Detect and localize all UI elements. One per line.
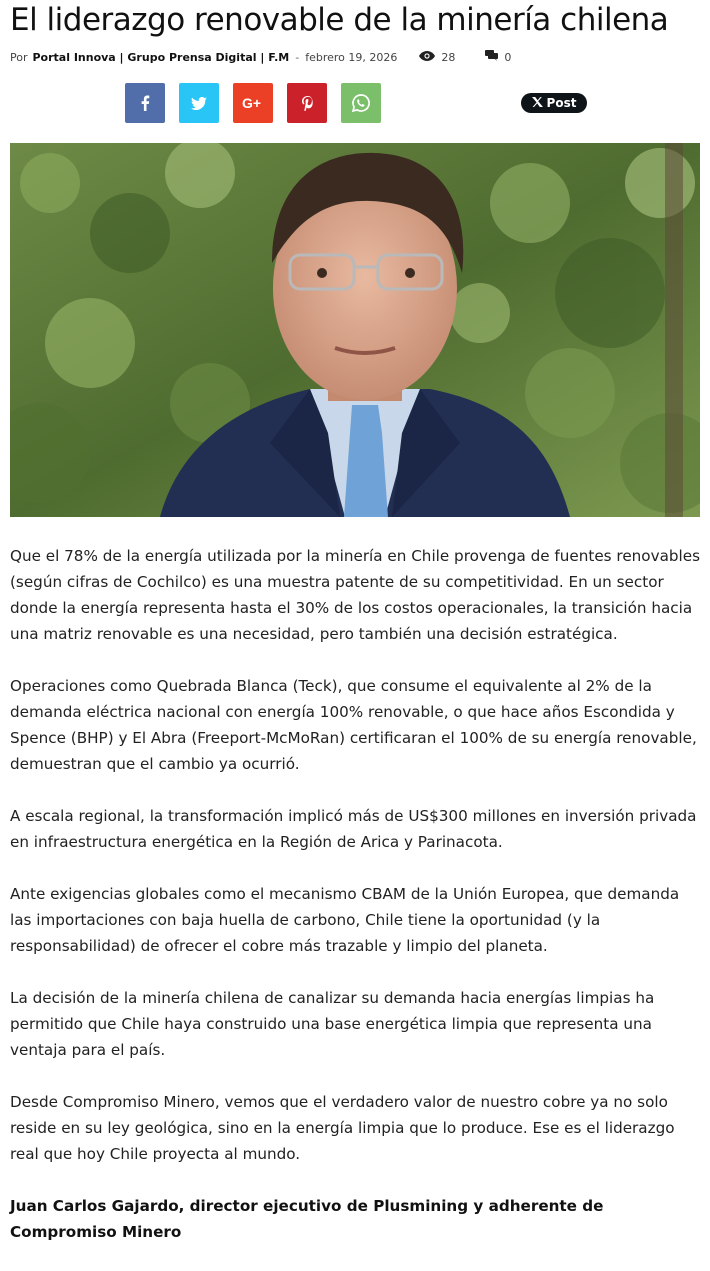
whatsapp-icon	[352, 94, 370, 112]
publish-date: febrero 19, 2026	[305, 50, 398, 64]
x-post-label: Post	[546, 96, 577, 110]
share-google-plus-button[interactable]	[233, 83, 273, 123]
google-plus-icon	[242, 96, 264, 110]
author-signature: Juan Carlos Gajardo, director ejecutivo de Plusmining y adherente de Compromiso Minero	[10, 1197, 604, 1241]
svg-text:G+: G+	[242, 96, 262, 110]
author-link[interactable]: Portal Innova | Grupo Prensa Digital | F.M	[32, 50, 290, 64]
share-twitter-button[interactable]	[179, 83, 219, 123]
x-post-button[interactable]	[521, 93, 587, 113]
comments-counter[interactable]	[485, 50, 511, 64]
paragraph: Operaciones como Quebrada Blanca (Teck), que consume el equivalente al 2% de la demanda eléctrica nacional con energía 100% renovable, o que hace años Escondida y Spence (BHP) y El Abra (Freeport-McMoRan) certificaran el 100% de su energía renovable, demuestran que el cambio ya ocurrió.	[10, 677, 697, 773]
share-facebook-button[interactable]	[125, 83, 165, 123]
share-whatsapp-button[interactable]	[341, 83, 381, 123]
article-body	[10, 543, 702, 1271]
article-title: El liderazgo renovable de la minería chilena	[10, 2, 669, 38]
paragraph: Ante exigencias globales como el mecanismo CBAM de la Unión Europea, que demanda las importaciones con baja huella de carbono, Chile tiene la oportunidad (y la responsabilidad) de ofrecer el cobre más trazable y limpio del planeta.	[10, 885, 680, 955]
views-counter	[419, 51, 455, 64]
pinterest-icon	[302, 96, 313, 111]
featured-image	[10, 143, 700, 517]
paragraph: Desde Compromiso Minero, vemos que el verdadero valor de nuestro cobre ya no solo reside en su ley geológica, sino en la energía limpia que lo produce. Ese es el liderazgo real que hoy Chile proyecta al mundo.	[10, 1093, 675, 1163]
paragraph: A escala regional, la transformación implicó más de US$300 millones en inversión privada en infraestructura energética en la Región de Arica y Parinacota.	[10, 807, 697, 851]
eye-icon	[419, 51, 435, 64]
facebook-icon	[140, 95, 150, 111]
paragraph: La decisión de la minería chilena de canalizar su demanda hacia energías limpias ha permitido que Chile haya construido una base energética limpia que representa una ventaja para el país.	[10, 989, 655, 1059]
views-count: 28	[441, 50, 456, 64]
comments-count: 0	[504, 50, 512, 64]
comment-icon	[485, 50, 498, 64]
article-meta	[10, 50, 511, 64]
x-logo-icon	[532, 96, 543, 110]
share-pinterest-button[interactable]	[287, 83, 327, 123]
twitter-icon	[191, 97, 207, 110]
meta-separator: -	[295, 50, 300, 64]
by-label: Por	[10, 50, 28, 64]
paragraph: Que el 78% de la energía utilizada por la minería en Chile provenga de fuentes renovables (según cifras de Cochilco) es una muestra patente de su competitividad. En un sector donde la energía representa hasta el 30% de los costos operacionales, la transición hacia una matriz renovable es una necesidad, pero también una decisión estratégica.	[10, 547, 700, 643]
